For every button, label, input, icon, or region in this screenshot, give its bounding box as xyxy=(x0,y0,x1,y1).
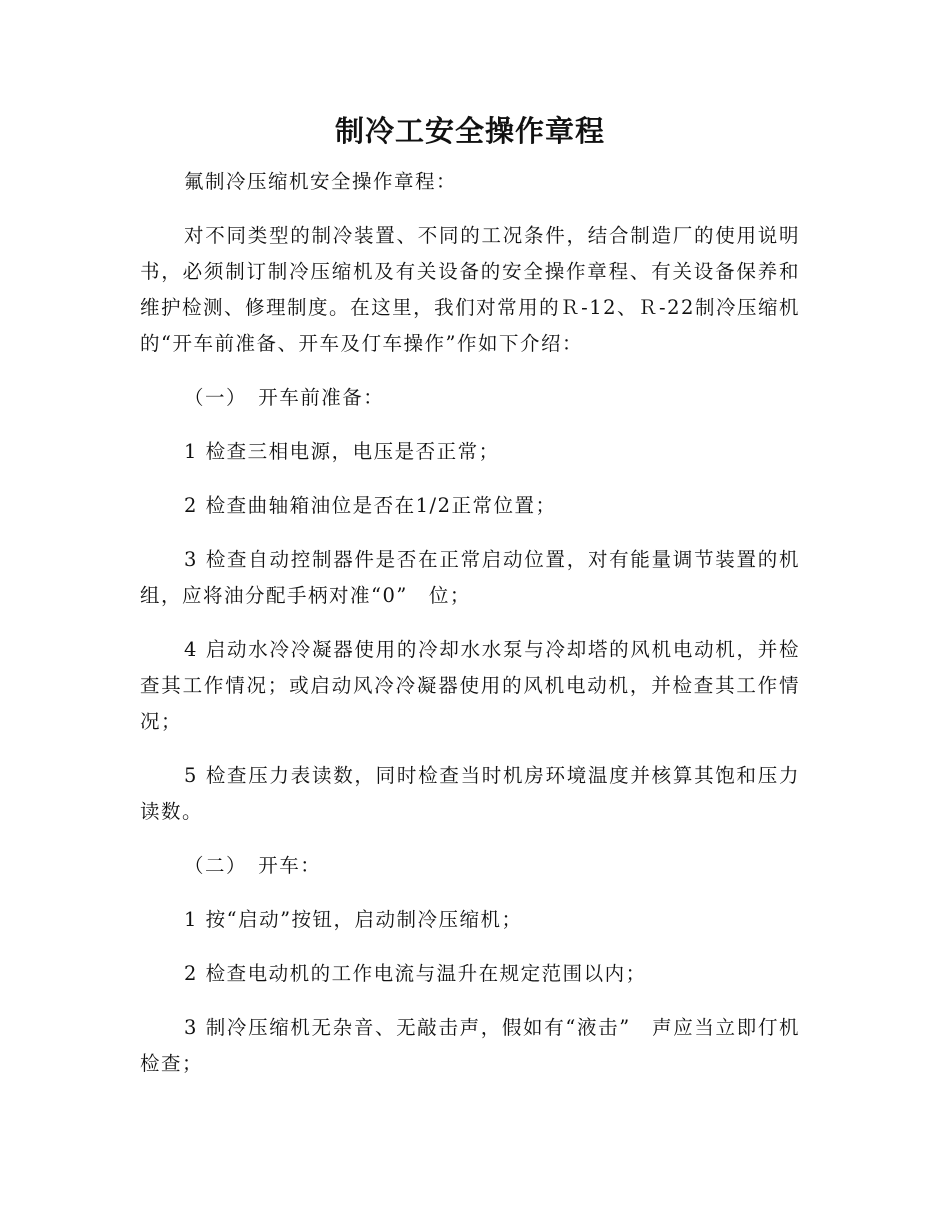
section-heading-preparation: （一） 开车前准备： xyxy=(184,386,385,409)
section-heading-start: （二） 开车： xyxy=(184,854,322,877)
paragraph-overview: 对不同类型的制冷装置、不同的工况条件，结合制造厂的使用说明书，必须制订制冷压缩机及有关设备的安全操作章程、有关设备保养和维护检测、修理制度。在这里，我们对常用的Ｒ-12、Ｒ-22制冷压缩机的“开车前准备、开车及仃车操作”作如下介绍： xyxy=(140,224,800,355)
list-item-start-1: 1 按“启动”按钮，启动制冷压缩机； xyxy=(184,908,523,931)
document-title: 制冷工安全操作章程 xyxy=(334,114,605,148)
document-page xyxy=(140,108,800,1082)
list-item-prep-3: 3 检查自动控制器件是否在正常启动位置，对有能量调节装置的机组，应将油分配手柄对准“0” 位； xyxy=(140,548,800,607)
list-item-prep-5: 5 检查压力表读数，同时检查当时机房环境温度并核算其饱和压力读数。 xyxy=(140,764,800,823)
list-item-prep-4: 4 启动水冷冷凝器使用的冷却水水泵与冷却塔的风机电动机，并检查其工作情况；或启动风冷冷凝器使用的风机电动机，并检查其工作情况； xyxy=(140,638,800,733)
list-item-prep-2: 2 检查曲轴箱油位是否在1/2正常位置； xyxy=(184,494,557,517)
list-item-start-3: 3 制冷压缩机无杂音、无敲击声，假如有“液击” 声应当立即仃机检查； xyxy=(140,1016,800,1075)
list-item-prep-1: 1 检查三相电源，电压是否正常； xyxy=(184,440,500,463)
list-item-start-2: 2 检查电动机的工作电流与温升在规定范围以内； xyxy=(184,962,647,985)
paragraph-intro: 氟制冷压缩机安全操作章程： xyxy=(184,170,458,193)
